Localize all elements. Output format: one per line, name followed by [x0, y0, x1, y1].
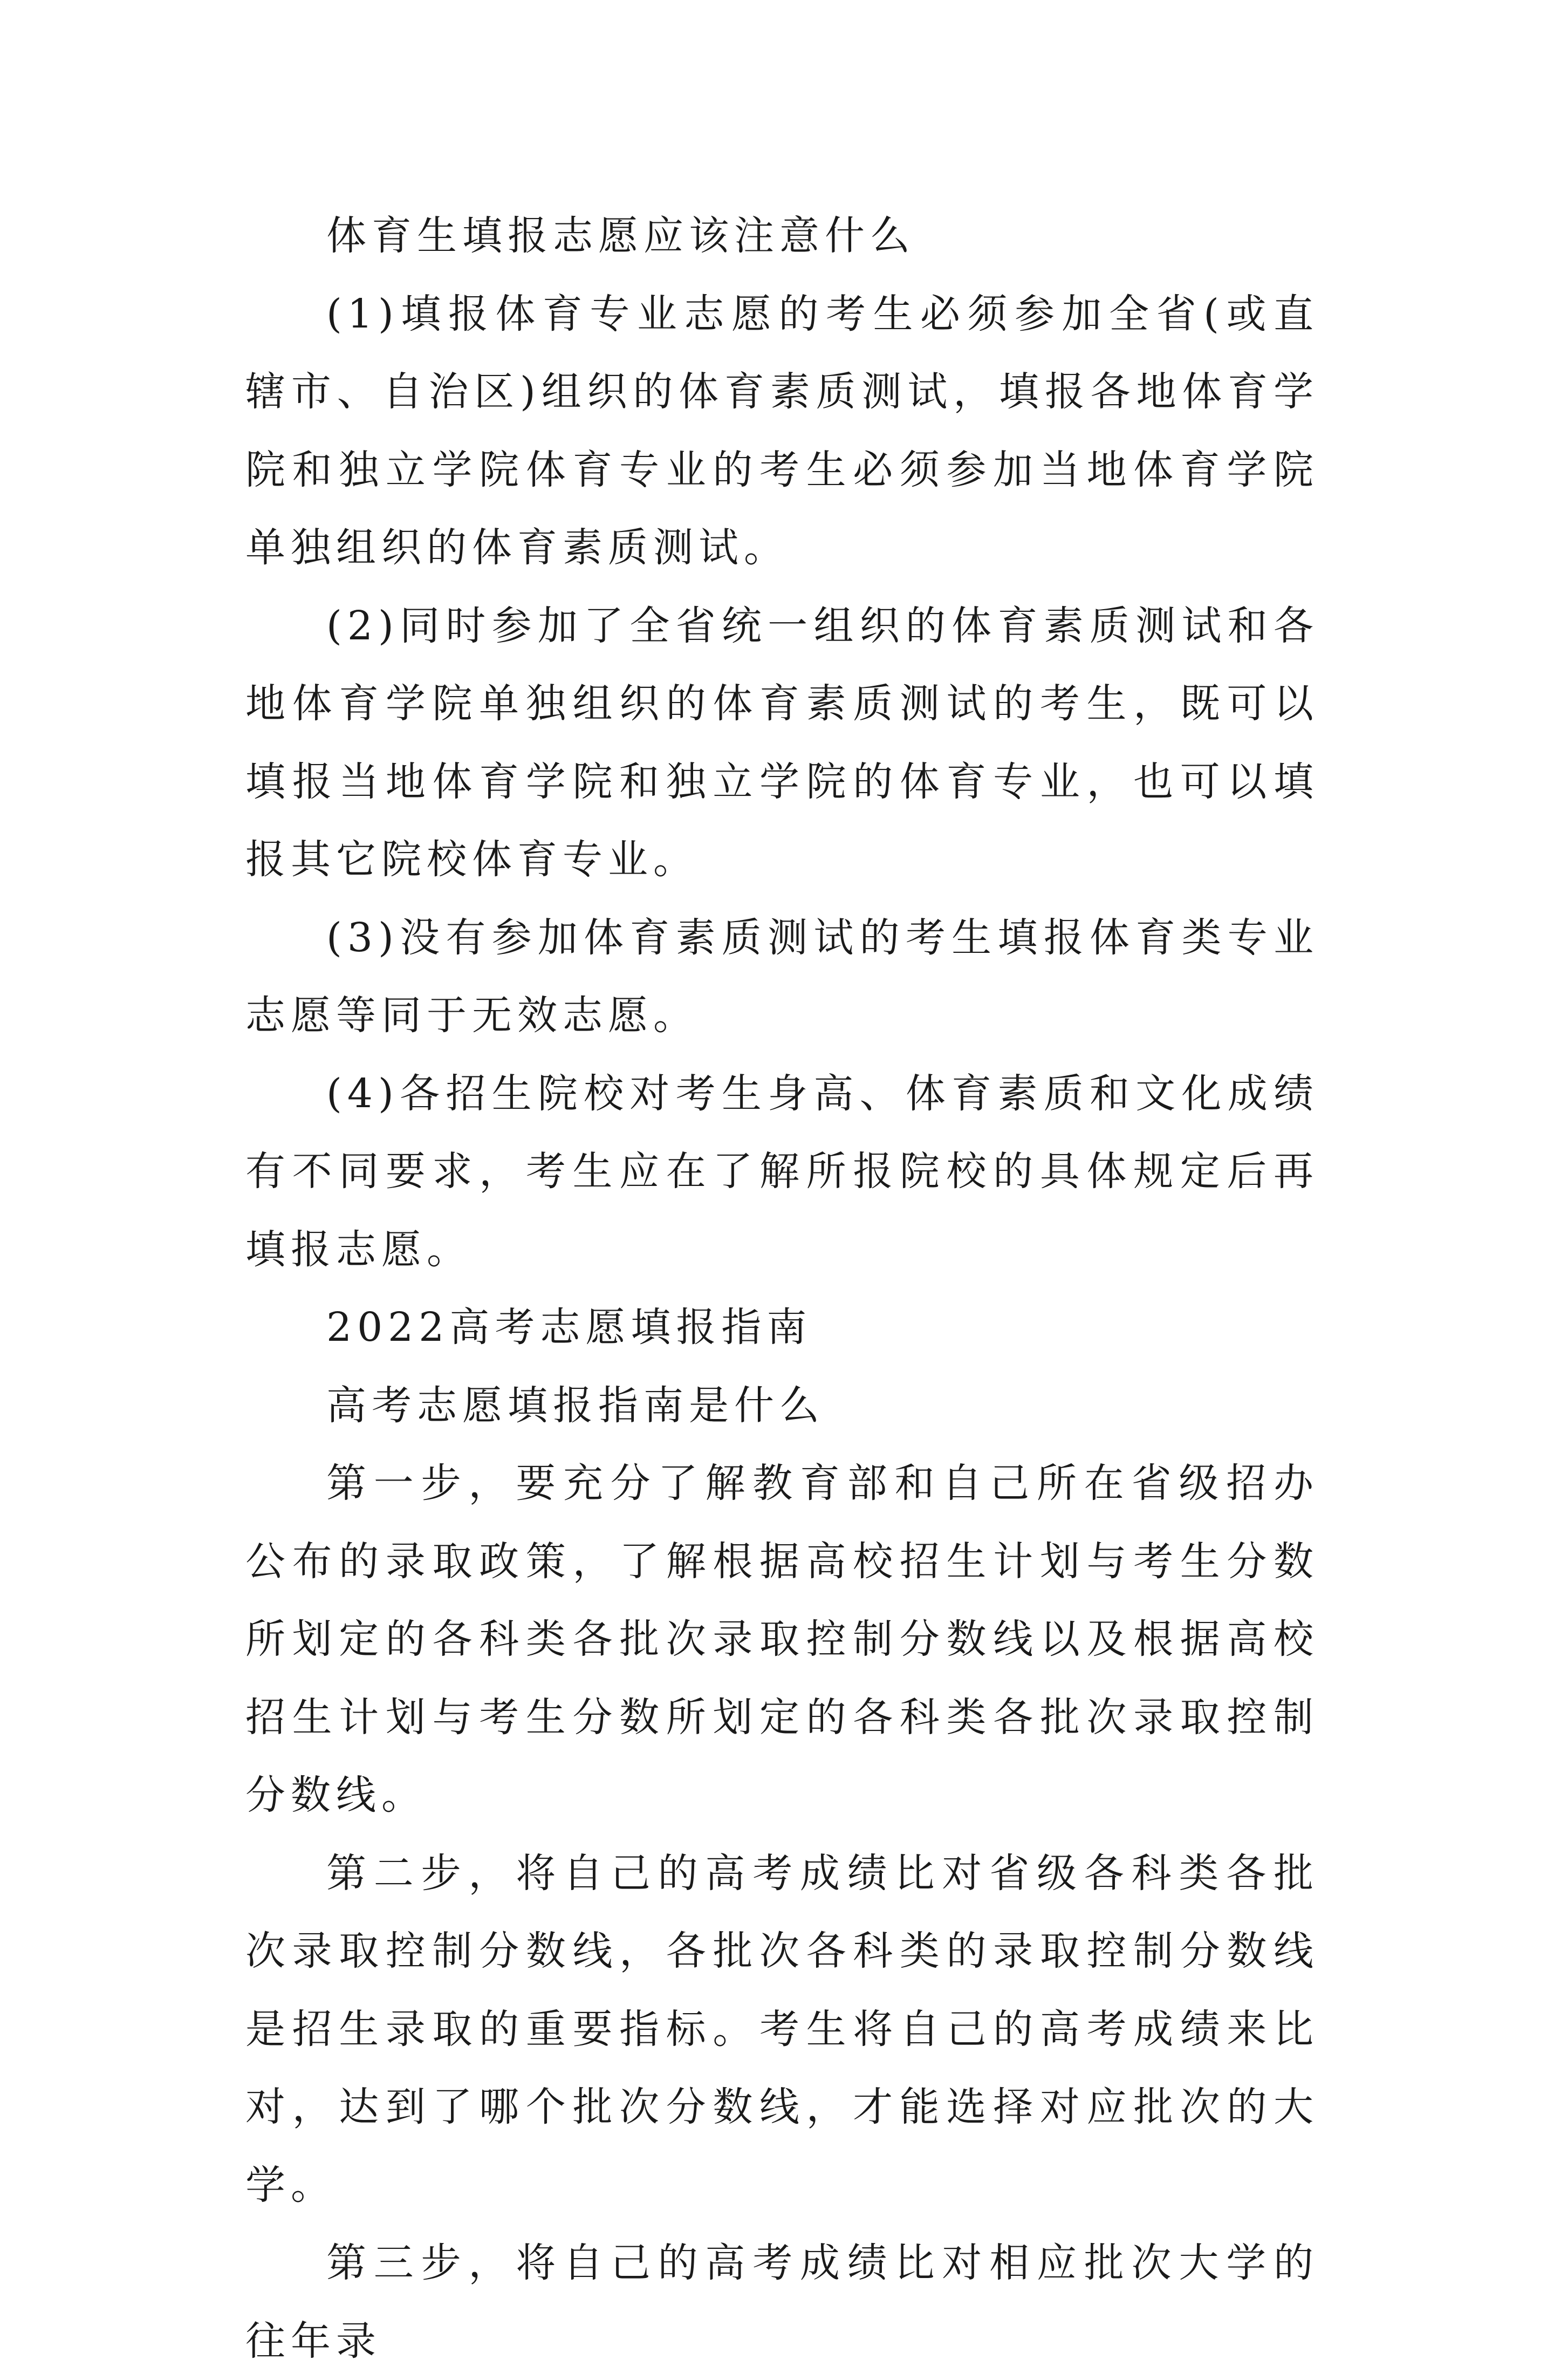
paragraph-item-2: (2)同时参加了全省统一组织的体育素质测试和各地体育学院单独组织的体育素质测试的考生，既可以填报当地体育学院和独立学院的体育专业，也可以填报其它院校体育专业。	[245, 602, 1319, 883]
section-heading-sports: 体育生填报志愿应该注意什么	[326, 213, 915, 259]
paragraph-step-3: 第三步，将自己的高考成绩比对相应批次大学的往年录	[245, 2240, 1319, 2364]
section-subheading-guide: 高考志愿填报指南是什么	[326, 1382, 825, 1429]
section-heading-guide: 2022高考志愿填报指南	[326, 1304, 812, 1351]
paragraph-item-1: (1)填报体育专业志愿的考生必须参加全省(或直辖市、自治区)组织的体育素质测试，填报各地体育学院和独立学院体育专业的考生必须参加当地体育学院单独组织的体育素质测试。	[245, 290, 1319, 571]
paragraph-step-2: 第二步，将自己的高考成绩比对省级各科类各批次录取控制分数线，各批次各科类的录取控制分数线是招生录取的重要指标。考生将自己的高考成绩来比对，达到了哪个批次分数线，才能选择对应批次的大学。	[245, 1850, 1319, 2208]
paragraph-item-4: (4)各招生院校对考生身高、体育素质和文化成绩有不同要求，考生应在了解所报院校的具体规定后再填报志愿。	[245, 1070, 1319, 1273]
document-body	[245, 197, 1319, 2380]
paragraph-item-3: (3)没有参加体育素质测试的考生填报体育类专业志愿等同于无效志愿。	[245, 914, 1319, 1039]
paragraph-step-1: 第一步，要充分了解教育部和自己所在省级招办公布的录取政策，了解根据高校招生计划与考生分数所划定的各科类各批次录取控制分数线以及根据高校招生计划与考生分数所划定的各科类各批次录取控制分数线。	[245, 1460, 1319, 1818]
